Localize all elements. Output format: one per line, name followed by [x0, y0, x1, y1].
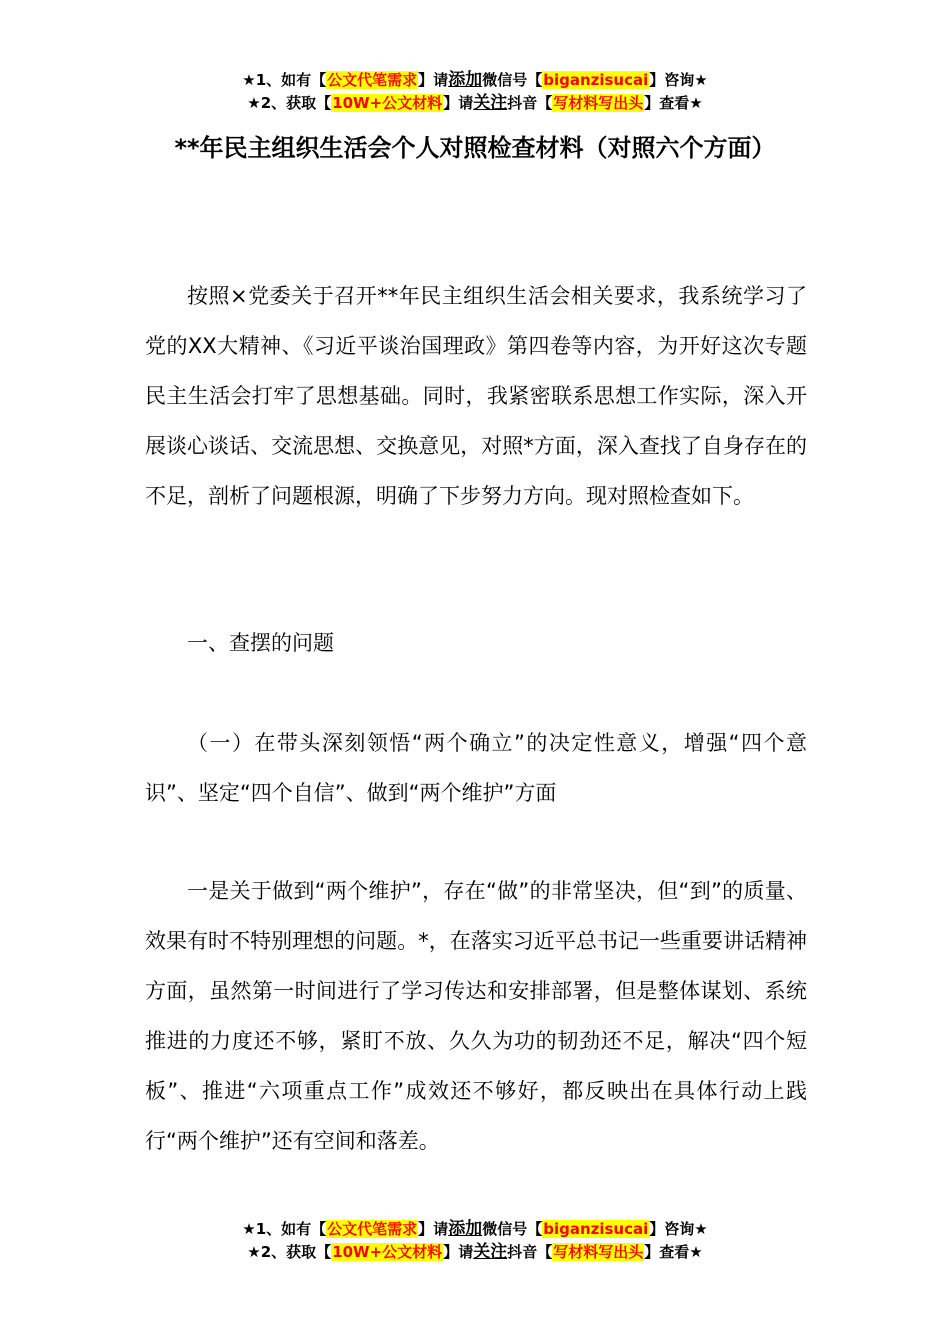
highlight-service: 公文代笔需求 — [327, 1220, 418, 1238]
banner-text: ★2、获取【 — [247, 94, 332, 112]
intro-paragraph: 按照×党委关于召开**年民主组织生活会相关要求，我系统学习了党的XX大精神、《习近平谈治国理政》第四卷等内容，为开好这次专题民主生活会打牢了思想基础。同时，我紧密联系思想工作实际，深入开展谈心谈话、交流思想、交换意见，对照*方面，深入查找了自身存在的不足，剖析了问题根源，明确了下步努力方向。现对照检查如下。 — [145, 284, 807, 508]
highlight-douyin: 写材料写出头 — [553, 94, 644, 112]
section-heading: 一、查摆的问题 — [187, 631, 334, 655]
banner-text: 】咨询★ — [649, 1220, 708, 1238]
banner-text: 】请 — [418, 1220, 449, 1238]
banner-emphasis: 添加 — [448, 1219, 483, 1239]
highlight-materials: 10W+公文材料 — [332, 1243, 443, 1261]
banner-text: 】查看★ — [644, 94, 703, 112]
banner-text: 】请 — [443, 1243, 474, 1261]
banner-line-1 — [0, 69, 950, 92]
banner-text: ★1、如有【 — [242, 1220, 327, 1238]
banner-text: 】查看★ — [644, 1243, 703, 1261]
highlight-wechat-id: biganzisucai — [543, 71, 649, 89]
highlight-materials: 10W+公文材料 — [332, 94, 443, 112]
bottom-banner — [0, 1218, 950, 1264]
banner-text: 】咨询★ — [649, 71, 708, 89]
banner-text: 抖音【 — [507, 94, 553, 112]
highlight-douyin: 写材料写出头 — [553, 1243, 644, 1261]
banner-text: 】请 — [443, 94, 474, 112]
banner-line-1 — [0, 1218, 950, 1241]
banner-emphasis: 关注 — [473, 93, 508, 113]
subsection-heading: （一）在带头深刻领悟“两个确立”的决定性意义，增强“四个意识”、坚定“四个自信”、做到“两个维护”方面 — [145, 731, 807, 805]
banner-text: 微信号【 — [482, 71, 543, 89]
banner-line-2 — [0, 1241, 950, 1264]
top-banner — [0, 69, 950, 115]
banner-emphasis: 关注 — [473, 1242, 508, 1262]
banner-text: ★2、获取【 — [247, 1243, 332, 1261]
banner-line-2 — [0, 92, 950, 115]
document-title: **年民主组织生活会个人对照检查材料（对照六个方面） — [174, 134, 776, 162]
problem-point-paragraph: 一是关于做到“两个维护”，存在“做”的非常坚决，但“到”的质量、效果有时不特别理想的问题。*，在落实习近平总书记一些重要讲话精神方面，虽然第一时间进行了学习传达和安排部署，但是整体谋划、系统推进的力度还不够，紧盯不放、久久为功的韧劲还不足，解决“四个短板”、推进“六项重点工作”成效还不够好，都反映出在具体行动上践行“两个维护”还有空间和落差。 — [145, 879, 807, 1153]
highlight-service: 公文代笔需求 — [327, 71, 418, 89]
banner-text: 微信号【 — [482, 1220, 543, 1238]
banner-text: ★1、如有【 — [242, 71, 327, 89]
banner-emphasis: 添加 — [448, 70, 483, 90]
banner-text: 】请 — [418, 71, 449, 89]
highlight-wechat-id: biganzisucai — [543, 1220, 649, 1238]
banner-text: 抖音【 — [507, 1243, 553, 1261]
